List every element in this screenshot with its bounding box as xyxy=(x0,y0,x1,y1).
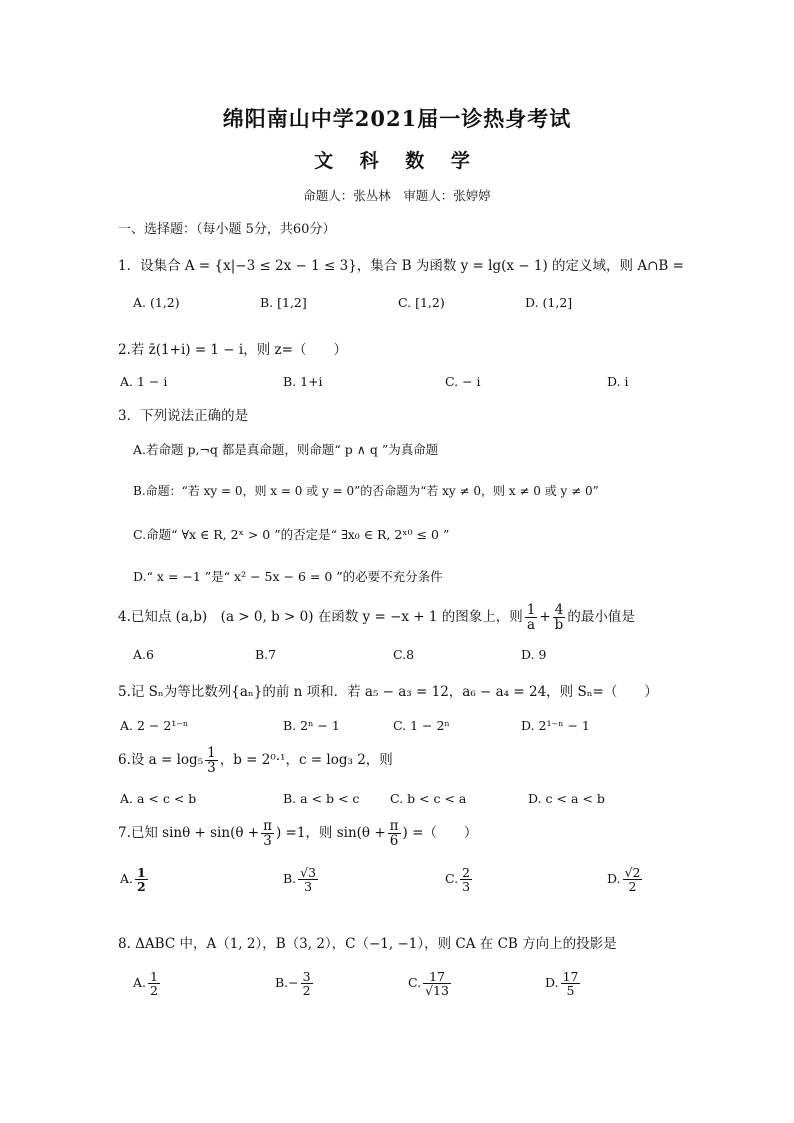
q8-d-den: 5 xyxy=(566,983,575,999)
q7-f2-den: 6 xyxy=(389,833,399,850)
q1-option-c: C. [1,2) xyxy=(398,295,445,310)
question-4-stem xyxy=(118,603,635,632)
q8-option-b xyxy=(275,970,315,997)
q4-frac2-num: 4 xyxy=(553,603,566,618)
q8-c-num: 17 xyxy=(423,970,451,984)
q6-frac-num: 1 xyxy=(207,745,216,761)
q8-option-a xyxy=(133,970,162,997)
q7-option-a xyxy=(120,866,150,893)
q4-plus: + xyxy=(539,609,551,626)
q6-option-c: C. b < c < a xyxy=(390,791,467,806)
q7-b-label: B. xyxy=(283,871,297,887)
q4-stem-after: 的最小值是 xyxy=(567,609,635,626)
question-1-stem: 1．设集合 A = {x|−3 ≤ 2x − 1 ≤ 3}，集合 B 为函数 y = lg(x − 1) 的定义域，则 A∩B = xyxy=(118,258,684,274)
q7-fraction-2 xyxy=(388,819,401,848)
q6-option-b: B. a < b < c xyxy=(283,791,360,806)
q7-f1-den: 3 xyxy=(263,833,272,850)
question-6-stem xyxy=(118,746,393,775)
q8-b-label: B.− xyxy=(275,975,299,991)
q7-d-frac xyxy=(623,866,643,893)
question-3-stem: 3．下列说法正确的是 xyxy=(118,408,249,424)
q7-a-num: 1 xyxy=(137,865,146,880)
q8-d-label: D. xyxy=(545,975,559,991)
q8-d-num: 17 xyxy=(562,969,579,984)
q8-b-frac xyxy=(301,970,313,997)
q7-a-den: 2 xyxy=(137,879,146,895)
q6-option-d: D. c < a < b xyxy=(528,791,605,806)
q8-a-den: 2 xyxy=(150,983,158,999)
q7-option-c xyxy=(445,866,474,893)
section-heading: 一、选择题：（每小题 5分，共60分） xyxy=(118,222,336,237)
q7-c-frac xyxy=(460,866,472,893)
subject-title: 文 科 数 学 xyxy=(314,150,480,172)
q3-option-d: D.“ x = −1 ”是“ x² − 5x − 6 = 0 ”的必要不充分条件 xyxy=(133,569,443,584)
q5-option-b: B. 2ⁿ − 1 xyxy=(283,718,340,733)
q1-option-b: B. [1,2] xyxy=(260,295,307,310)
q7-c-den: 3 xyxy=(462,879,471,895)
q7-b-den: 3 xyxy=(304,879,313,895)
question-7-stem xyxy=(118,819,477,848)
q7-stem-b: ) =1，则 sin(θ + xyxy=(275,825,386,842)
q8-b-den: 2 xyxy=(302,983,311,999)
q7-b-num: √3 xyxy=(300,865,317,880)
q8-a-frac xyxy=(148,970,160,997)
q7-a-frac xyxy=(135,866,148,893)
q4-fraction-2 xyxy=(553,603,566,632)
q4-frac1-den: a xyxy=(527,617,536,634)
q2-option-c: C. − i xyxy=(445,374,481,389)
q7-stem-c: ) =（ ） xyxy=(402,825,478,842)
q7-b-frac xyxy=(298,866,318,893)
q7-fraction-1 xyxy=(261,819,274,848)
q7-f1-num: π xyxy=(263,818,272,834)
q4-option-b: B.7 xyxy=(255,647,277,662)
q4-option-d: D. 9 xyxy=(521,647,547,662)
q8-c-label: C. xyxy=(408,975,422,991)
q7-option-b xyxy=(283,866,320,893)
q8-b-num: 3 xyxy=(302,969,311,984)
q3-option-a: A.若命题 p,¬q 都是真命题，则命题“ p ∧ q ”为真命题 xyxy=(133,442,439,457)
q2-option-a: A. 1 − i xyxy=(120,374,168,389)
q7-a-label: A. xyxy=(120,871,134,887)
q6-fraction xyxy=(205,746,218,775)
q5-option-d: D. 2¹⁻ⁿ − 1 xyxy=(521,718,590,733)
authors-line: 命题人：张丛林 审题人：张婷婷 xyxy=(303,188,491,203)
q2-option-b: B. 1+i xyxy=(283,374,323,389)
q7-f2-num: π xyxy=(389,818,399,834)
q5-option-c: C. 1 − 2ⁿ xyxy=(393,718,450,733)
q7-d-num: √2 xyxy=(624,865,641,880)
q7-option-d xyxy=(607,866,644,893)
q6-frac-den: 3 xyxy=(207,760,216,777)
exam-title: 绵阳南山中学2021届一诊热身考试 xyxy=(222,106,572,131)
q4-frac2-den: b xyxy=(554,617,564,634)
question-2-stem: 2.若 z̄(1+i) = 1 − i，则 z=（ ） xyxy=(118,342,347,358)
q3-option-b: B.命题：“若 xy = 0，则 x = 0 或 y = 0”的否命题为“若 xy ≠ 0，则 x ≠ 0 或 y ≠ 0” xyxy=(133,484,599,498)
q7-stem-a: 7.已知 sinθ + sin(θ + xyxy=(118,825,260,842)
q7-c-num: 2 xyxy=(462,865,471,880)
q4-fraction-1 xyxy=(525,603,538,632)
q8-c-den: √13 xyxy=(425,983,449,999)
q6-stem-after: ，b = 2⁰·¹，c = log₃ 2，则 xyxy=(219,752,393,769)
q8-option-d xyxy=(545,970,582,997)
q2-option-d: D. i xyxy=(607,374,629,389)
q4-stem-before: 4.已知点 (a,b) (a > 0, b > 0) 在函数 y = −x + 1 的图象上，则 xyxy=(118,609,523,626)
q6-stem-before: 6.设 a = log₅ xyxy=(118,752,204,769)
q1-option-d: D. (1,2] xyxy=(525,295,573,310)
q8-option-c xyxy=(408,970,453,997)
q8-a-label: A. xyxy=(133,975,147,991)
q8-a-num: 1 xyxy=(150,969,158,984)
question-5-stem: 5.记 Sₙ为等比数列{aₙ}的前 n 项和．若 a₅ − a₃ = 12，a₆ − a₄ = 24，则 Sₙ=（ ） xyxy=(118,684,658,700)
q7-d-label: D. xyxy=(607,871,621,887)
q7-d-den: 2 xyxy=(628,879,637,895)
question-8-stem: 8. ΔABC 中，A（1, 2），B（3, 2），C（−1, −1），则 CA 在 CB 方向上的投影是 xyxy=(118,936,617,952)
q4-option-a: A.6 xyxy=(133,647,154,662)
q8-d-frac xyxy=(561,970,581,997)
q1-option-a: A. (1,2) xyxy=(133,295,180,310)
q3-option-c: C.命题“ ∀x ∈ R, 2ˣ > 0 ”的否定是“ ∃x₀ ∈ R, 2ˣ⁰ ≤ 0 ” xyxy=(133,527,450,542)
q4-option-c: C.8 xyxy=(393,647,415,662)
q7-c-label: C. xyxy=(445,871,459,887)
q8-c-frac xyxy=(423,970,451,997)
q4-frac1-num: 1 xyxy=(526,602,536,618)
q6-option-a: A. a < c < b xyxy=(120,791,197,806)
q5-option-a: A. 2 − 2¹⁻ⁿ xyxy=(120,718,189,733)
